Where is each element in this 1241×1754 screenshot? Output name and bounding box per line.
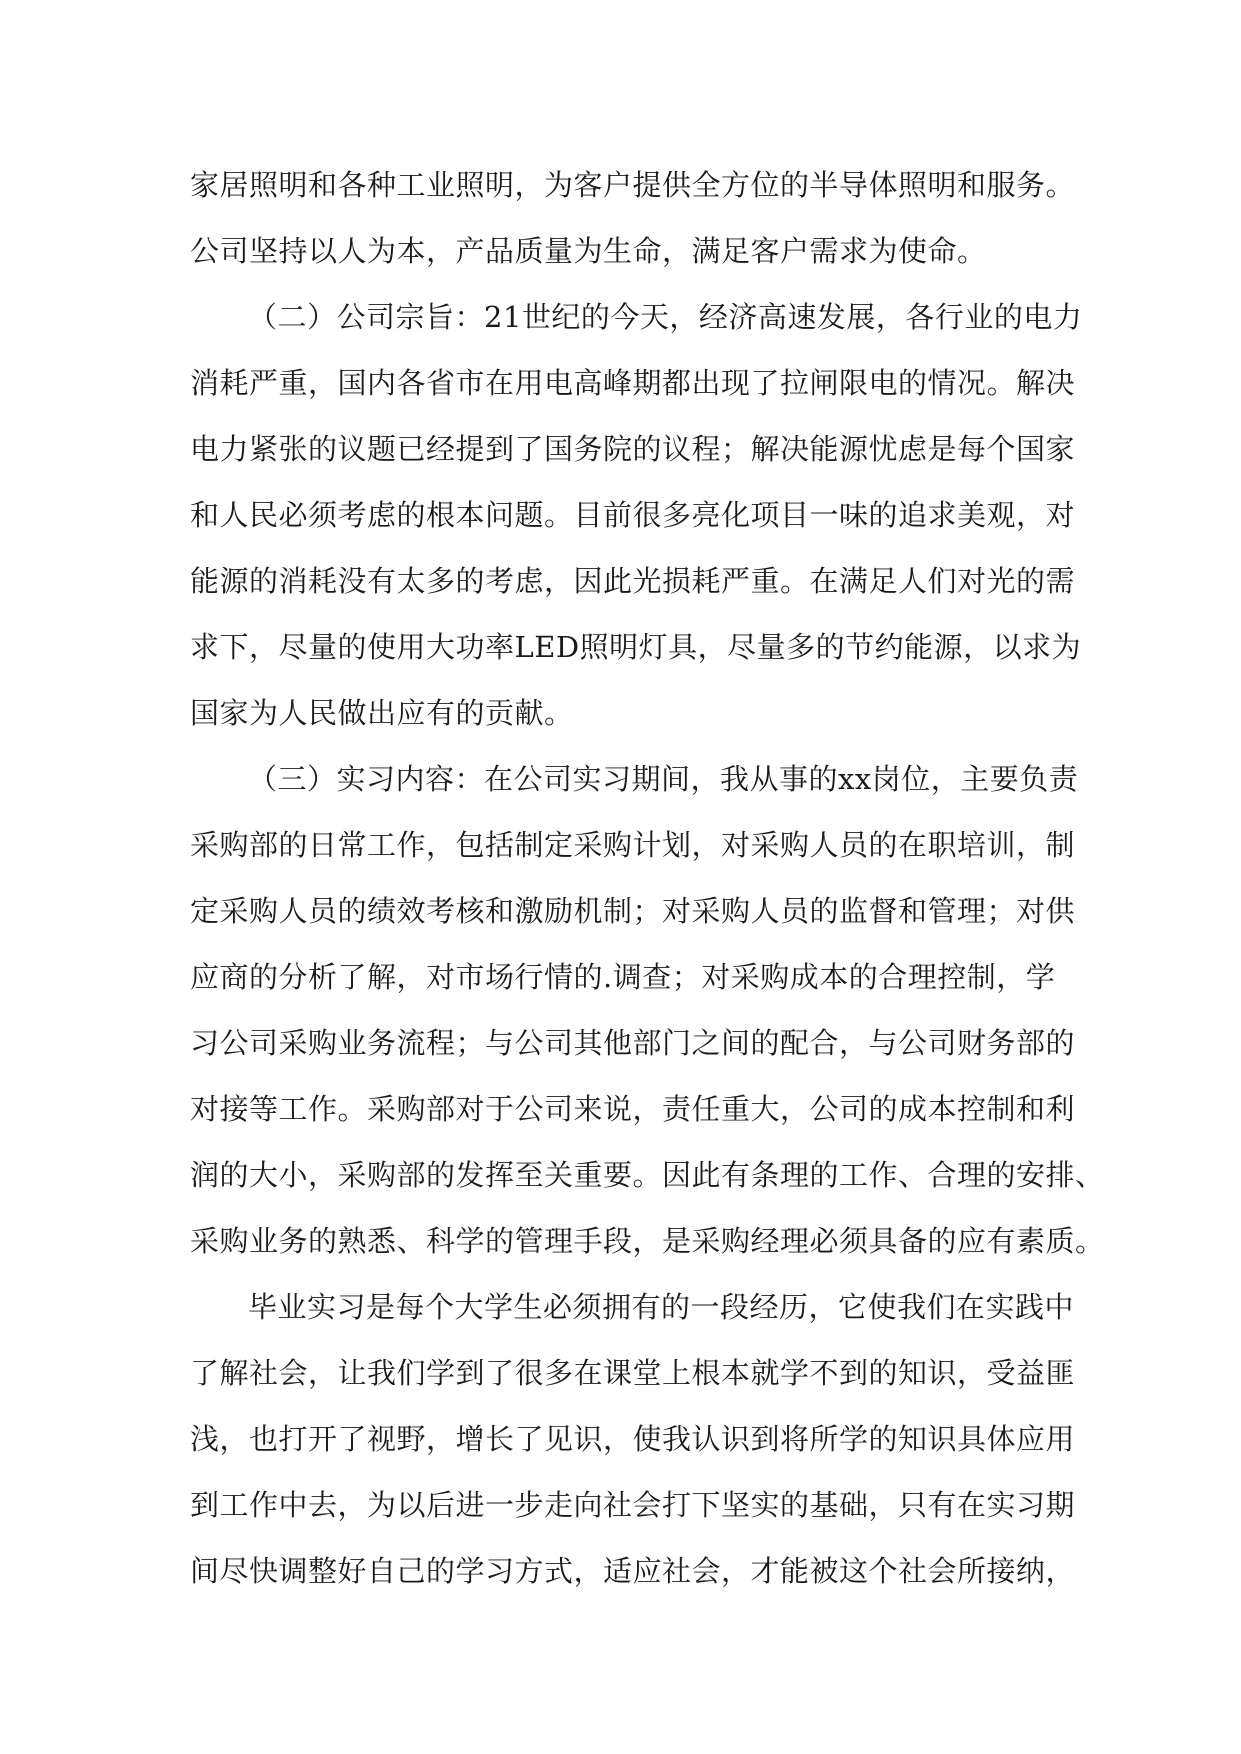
text-line: 间尽快调整好自己的学习方式，适应社会，才能被这个社会所接纳，: [190, 1554, 1076, 1588]
text-line: 采购业务的熟悉、科学的管理手段，是采购经理必须具备的应有素质。: [190, 1224, 1105, 1258]
text-line: 浅，也打开了视野，增长了见识，使我认识到将所学的知识具体应用: [190, 1422, 1076, 1456]
text-line: 采购部的日常工作，包括制定采购计划，对采购人员的在职培训，制: [190, 828, 1076, 862]
text-line: （三）实习内容：在公司实习期间，我从事的xx岗位，主要负责: [248, 762, 1079, 796]
text-line: 求下，尽量的使用大功率LED照明灯具，尽量多的节约能源，以求为: [190, 630, 1082, 664]
text-line: 应商的分析了解，对市场行情的.调查；对采购成本的合理控制，学: [190, 960, 1056, 994]
text-line: 了解社会，让我们学到了很多在课堂上根本就学不到的知识，受益匪: [190, 1356, 1076, 1390]
text-line: 习公司采购业务流程；与公司其他部门之间的配合，与公司财务部的: [190, 1026, 1076, 1060]
text-line: 到工作中去，为以后进一步走向社会打下坚实的基础，只有在实习期: [190, 1488, 1076, 1522]
text-line: 公司坚持以人为本，产品质量为生命，满足客户需求为使命。: [190, 234, 987, 268]
text-line: 能源的消耗没有太多的考虑，因此光损耗严重。在满足人们对光的需: [190, 564, 1076, 598]
text-line: 国家为人民做出应有的贡献。: [190, 696, 574, 730]
text-line: 家居照明和各种工业照明，为客户提供全方位的半导体照明和服务。: [190, 168, 1076, 202]
text-line: 毕业实习是每个大学生必须拥有的一段经历，它使我们在实践中: [248, 1290, 1075, 1324]
text-line: 和人民必须考虑的根本问题。目前很多亮化项目一味的追求美观，对: [190, 498, 1076, 532]
text-line: 润的大小，采购部的发挥至关重要。因此有条理的工作、合理的安排、: [190, 1158, 1105, 1192]
text-line: 电力紧张的议题已经提到了国务院的议程；解决能源忧虑是每个国家: [190, 432, 1076, 466]
text-line: 消耗严重，国内各省市在用电高峰期都出现了拉闸限电的情况。解决: [190, 366, 1076, 400]
text-line: （二）公司宗旨：21世纪的今天，经济高速发展，各行业的电力: [248, 300, 1083, 334]
body-text: [190, 152, 1105, 1604]
text-line: 对接等工作。采购部对于公司来说，责任重大，公司的成本控制和利: [190, 1092, 1076, 1126]
text-line: 定采购人员的绩效考核和激励机制；对采购人员的监督和管理；对供: [190, 894, 1076, 928]
